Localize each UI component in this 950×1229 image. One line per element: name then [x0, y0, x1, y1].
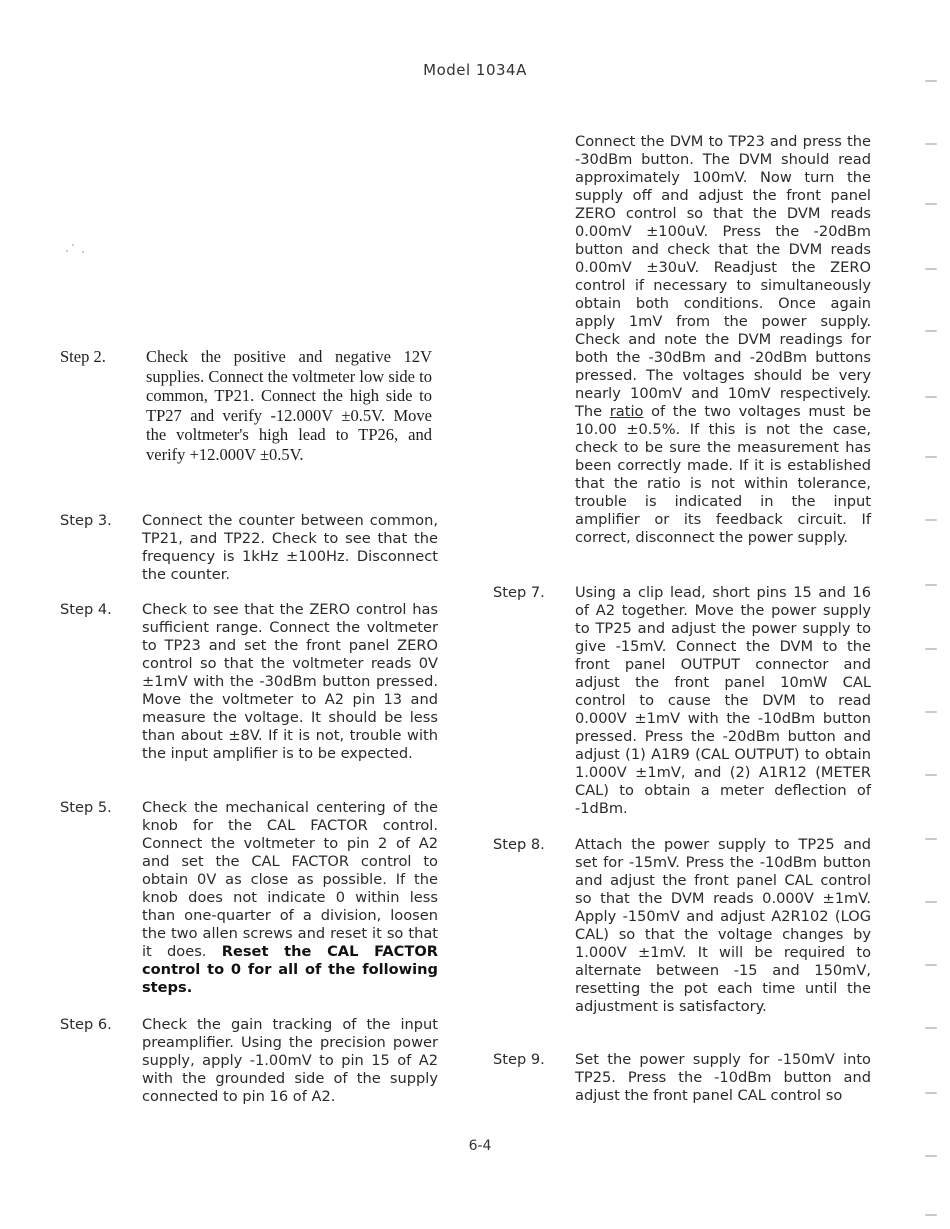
- scan-mark: [925, 1092, 937, 1094]
- scan-mark: [925, 519, 937, 521]
- step-label: Step 9.: [493, 1051, 545, 1068]
- scan-mark: [925, 901, 937, 903]
- scan-mark: [925, 143, 937, 145]
- step-text: Set the power supply for -150mV into TP25. Press the -10dBm button and adjust the front panel CAL control so: [575, 1051, 871, 1104]
- scan-mark: [925, 203, 937, 205]
- step-label: Step 3.: [60, 512, 112, 529]
- step-text: Check the positive and negative 12V supplies. Connect the voltmeter low side to common, TP21. Connect the high side to TP27 and verify -12.000V ±0.5V. Move the voltmeter's high lead to TP26, and verify +12.000V ±0.5V.: [146, 347, 432, 464]
- scan-mark: [925, 330, 937, 332]
- scan-mark: [925, 396, 937, 398]
- step-label: Step 8.: [493, 836, 545, 853]
- page-number: 6-4: [468, 1138, 492, 1154]
- step-label: Step 5.: [60, 799, 112, 816]
- scan-mark: [925, 456, 937, 458]
- step-text: [142, 799, 438, 997]
- step-5-bold-note: Reset the CAL FACTOR control to 0 for all of the following steps.: [142, 943, 438, 996]
- scan-mark: [925, 1214, 937, 1216]
- step-label: Step 4.: [60, 601, 112, 618]
- scan-mark: [925, 838, 937, 840]
- page-header: Model 1034A: [423, 61, 527, 79]
- ratio-underlined: ratio: [609, 403, 644, 420]
- scan-mark: [925, 80, 937, 82]
- step-text: Connect the counter between common, TP21, and TP22. Check to see that the frequency is 1kHz ±100Hz. Disconnect the counter.: [142, 512, 438, 583]
- continuation-text-b: of the two voltages must be 10.00 ±0.5%. If this is not the case, check to be sure the measurement has been correctly made. If it is established that the ratio is not within tolerance, trouble is indicated in the input amplifier or its feedback circuit. If correct, disconnect the power supply.: [575, 403, 872, 546]
- step-label: Step 6.: [60, 1016, 112, 1033]
- step-text: Attach the power supply to TP25 and set for -15mV. Press the -10dBm button and adjust the front panel CAL control so that the DVM reads 0.000V ±1mV. Apply -150mV and adjust A2R102 (LOG CAL) so that the voltage changes by 1.000V ±1mV. It will be required to alternate between -15 and 150mV, resetting the pot each time until the adjustment is satisfactory.: [575, 836, 871, 1015]
- step-label: Step 7.: [493, 584, 545, 601]
- scan-mark: [925, 711, 937, 713]
- scan-speck: [66, 250, 68, 252]
- scan-mark: [925, 1027, 937, 1029]
- scan-mark: [925, 584, 937, 586]
- step-label: Step 2.: [60, 347, 106, 366]
- scan-mark: [925, 648, 937, 650]
- step-6-continuation: [575, 133, 871, 547]
- step-text: Using a clip lead, short pins 15 and 16 of A2 together. Move the power supply to TP25 and adjust the power supply to give -15mV. Connect the DVM to the front panel OUTPUT connector and adjust the front panel 10mW CAL control to cause the DVM to read 0.000V ±1mV with the -10dBm button pressed. Press the -20dBm button and adjust (1) A1R9 (CAL OUTPUT) to obtain 1.000V ±1mV, and (2) A1R12 (METER CAL) to obtain a meter deflection of -1dBm.: [575, 584, 871, 817]
- scan-mark: [925, 268, 937, 270]
- scan-speck: [82, 251, 84, 253]
- scan-mark: [925, 964, 937, 966]
- step-5-text: Check the mechanical centering of the knob for the CAL FACTOR control. Connect the voltmeter to pin 2 of A2 and set the CAL FACTOR control to obtain 0V as close as possible. If the knob does not indicate 0 within less than one-quarter of a division, loosen the two allen screws and reset it so that it does.: [142, 799, 438, 960]
- continuation-text-a: Connect the DVM to TP23 and press the -30dBm button. The DVM should read approximately 100mV. Now turn the supply off and adjust the front panel ZERO control so that the DVM reads 0.00mV ±100uV. Press the -20dBm button and check that the DVM reads 0.00mV ±30uV. Readjust the ZERO control if necessary to simultaneously obtain both conditions. Once again apply 1mV from the power supply. Check and note the DVM readings for both the -30dBm and -20dBm buttons pressed. The voltages should be very nearly 100mV and 10mV respectively. The: [575, 133, 871, 420]
- scan-mark: [925, 1155, 937, 1157]
- scan-speck: [72, 244, 74, 246]
- step-text: Check the gain tracking of the input preamplifier. Using the precision power supply, apply -1.00mV to pin 15 of A2 with the grounded side of the supply connected to pin 16 of A2.: [142, 1016, 438, 1105]
- scan-mark: [925, 774, 937, 776]
- step-text: Check to see that the ZERO control has sufficient range. Connect the voltmeter to TP23 and set the front panel ZERO control so that the voltmeter reads 0V ±1mV with the -30dBm button pressed. Move the voltmeter to A2 pin 13 and measure the voltage. It should be less than about ±8V. If it is not, trouble with the input amplifier is to be expected.: [142, 601, 438, 762]
